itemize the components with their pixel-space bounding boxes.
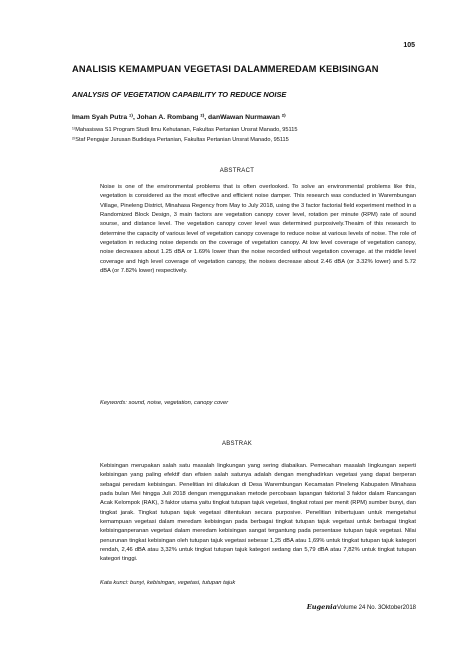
abstract-keywords: Keywords: sound, noise, vegetation, canopy cover <box>100 400 229 406</box>
journal-name: Eugenia <box>306 603 337 611</box>
abstrak-body: Kebisingan merupakan salah satu masalah lingkungan yang sering diabaikan. Pemecahan masalah lingkungan seperti kebisingan yang paling efektif dan efisien salah satunya adalah dengan menghadirkan vegetasi yang dapat berperan sebagai peredam kebisingan. Penelitian ini dilakukan di Desa Warembungan Kecamatan Pineleng Kabupaten Minahasa pada bulan Mei hingga Juli 2018 dengan menggunakan metode percobaan lapangan faktorial 3 faktor dalam Rancangan Acak Kelompok (RAK), 3 faktor utama yaitu tingkat tutupan tajuk vegetasi, tingkat rotasi per menit (RPM) sumber bunyi, dan tingkat jarak. Tingkat tutupan tajuk vegetasi ditentukan secara purposive. Penelitian inibertujuan untuk mengetahui kemampuan vegetasi dalam meredam kebisingan pada berbagai tingkat tutupan tajuk vegetasi untuk berbagai tingkat kebisinganperanan vegetasi dalam meredam kebisingan sangat tergantung pada persentase tutupan tajuk vegetasi. Nilai penurunan tingkat kebisingan oleh tutupan tajuk vegetasi sebesar 1,25 dBA atau 1,69% untuk tingkat tutupan tajuk kategori rendah, 2,46 dBA atau 3,32% untuk tingkat tutupan tajuk kategori sedang dan 5,79 dBA atau 7,82% untuk tingkat tutupan kategori tinggi. <box>100 463 416 563</box>
affiliation-2: ²⁾Staf Pengajar Jurusan Budidaya Pertanian, Fakultas Pertanian Unsrat Manado, 95115 <box>72 137 289 143</box>
abstract-body: Noise is one of the environmental problems that is often overlooked. To solve an environmental problems like this, vegetation is considered as the most effective and efficient noise damper. This research was conducted in Warembungan Village, Pineleng District, Minahasa Regency from May to July 2018, using the 3 factor factorial field experiment method in a Randomized Block Design, 3 main factors are vegetation canopy cover level, rotation per minute (RPM) rate of sound sourse, and distance level. The vegetation canopy cover level was determined purposively.Theaim of this research to determine the capacity of various level of vegetation canopy coverage to reduce noise at various levels of noise. The role of vegetation in reducing noise depends on the coverage of vegetation canopy. At low level coverage of vegetation canopy, noise decreases about 1.25 dBA or 1.69% lower than the noise recorded without vegetation coverage. at the middle level coverage and high level coverage of vegetation canopy, the noises decrease about 2.46 dBA (or 3.32% lower) and 5.72 dBA (or 7.82% lower) respectively. <box>100 184 416 275</box>
abstract-heading: ABSTRACT <box>219 168 255 174</box>
journal-issue: Volume 24 No. 3Oktober2018 <box>336 605 416 611</box>
paper-subtitle: ANALYSIS OF VEGETATION CAPABILITY TO REDUCE NOISE <box>72 90 287 99</box>
paper-title: ANALISIS KEMAMPUAN VEGETASI DALAMMEREDAM KEBISINGAN <box>72 64 379 74</box>
page-number: 105 <box>403 42 415 49</box>
journal-footer <box>307 603 416 611</box>
abstrak-heading: ABSTRAK <box>221 441 253 447</box>
author-list: Imam Syah Putra ¹⁾, Johan A. Rombang ²⁾, danWawan Nurmawan ²⁾ <box>72 114 286 121</box>
abstrak-keywords: Kata kunci: bunyi, kebisingan, vegetasi, tutupan tajuk <box>100 580 236 586</box>
affiliation-1: ¹⁾Mahasiswa S1 Program Studi Ilmu Kehutanan, Fakultas Pertanian Unsrat Manado, 95115 <box>72 127 298 133</box>
